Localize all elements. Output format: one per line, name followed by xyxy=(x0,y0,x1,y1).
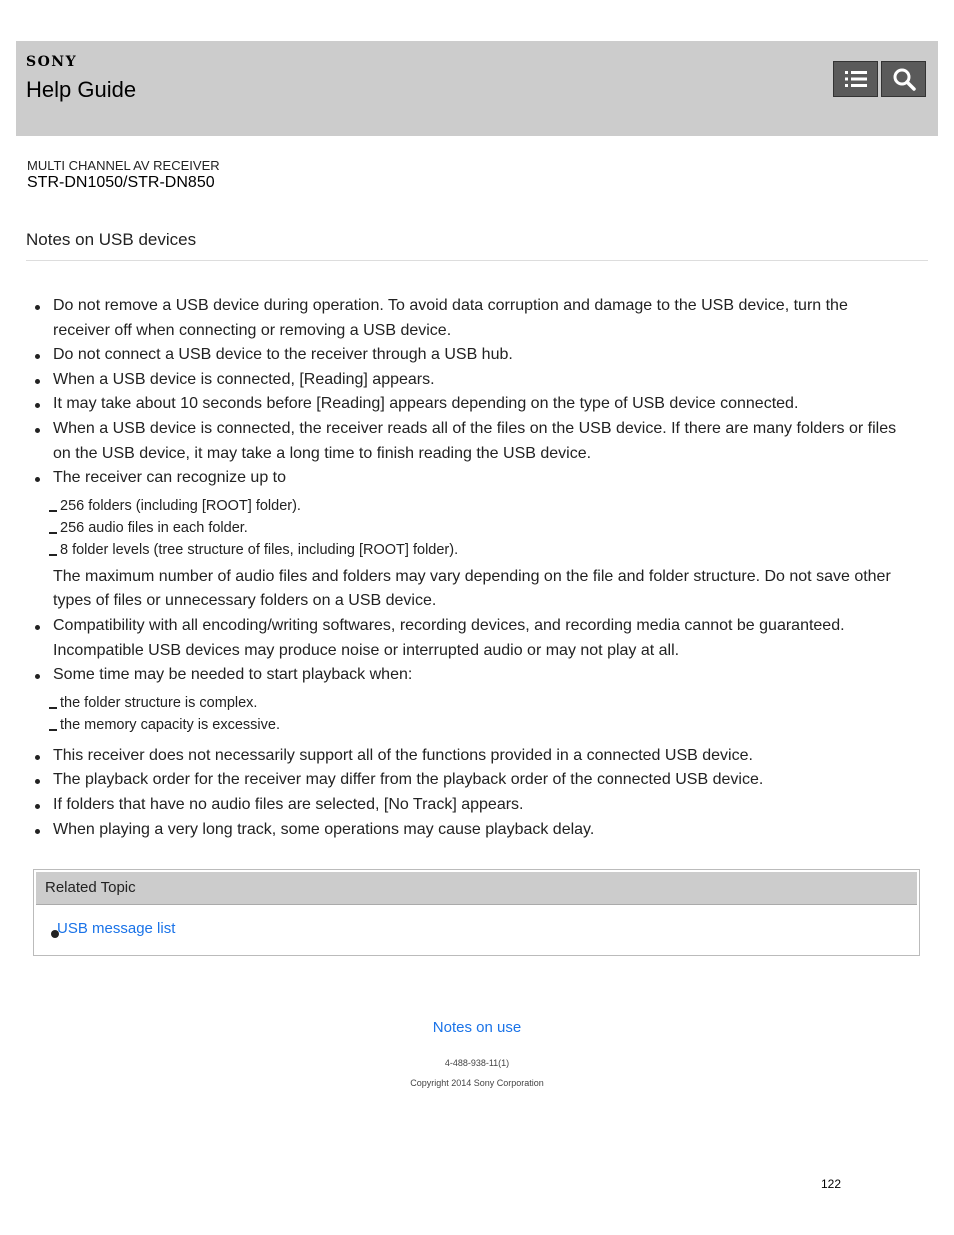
list-item: Do not remove a USB device during operation. To avoid data corruption and damage to the USB device, turn the receiver off when connecting or removing a USB device. xyxy=(26,294,906,343)
search-icon xyxy=(892,67,916,91)
recognize-sublist xyxy=(53,495,906,561)
document-number: 4-488-938-11(1) xyxy=(444,1058,510,1068)
notes-list xyxy=(26,294,906,842)
page-number: 122 xyxy=(821,1177,842,1191)
model-name: STR-DN1050/STR-DN850 xyxy=(27,174,215,191)
list-item: When a USB device is connected, [Reading] appears. xyxy=(26,368,906,393)
list-item: It may take about 10 seconds before [Reading] appears depending on the type of USB device connected. xyxy=(26,392,906,417)
list-item: When a USB device is connected, the receiver reads all of the files on the USB device. If there are many folders or files on the USB device, it may take a long time to finish reading the USB device. xyxy=(26,417,906,466)
notes-content xyxy=(26,294,906,842)
list-item: Do not connect a USB device to the receiver through a USB hub. xyxy=(26,343,906,368)
list-item: If folders that have no audio files are selected, [No Track] appears. xyxy=(26,793,906,818)
list-item-text: The maximum number of audio files and folders may vary depending on the file and folder structure. Do not save other types of files or unnecessary folders on a USB device. xyxy=(53,567,891,610)
search-button[interactable] xyxy=(881,61,926,97)
sub-list-item: 256 audio files in each folder. xyxy=(43,517,906,539)
copyright: Copyright 2014 Sony Corporation xyxy=(410,1078,544,1088)
model-category: MULTI CHANNEL AV RECEIVER xyxy=(27,158,220,173)
list-item: Compatibility with all encoding/writing softwares, recording devices, and recording media cannot be guaranteed. Incompatible USB devices may produce noise or interrupted audio or may not play at all. xyxy=(26,614,906,663)
brand-logo: SONY xyxy=(26,54,78,70)
guide-title: Help Guide xyxy=(26,77,137,102)
header-bar xyxy=(16,41,938,136)
list-item: This receiver does not necessarily support all of the functions provided in a connected USB device. xyxy=(26,744,906,769)
toc-button[interactable] xyxy=(833,61,878,97)
related-link-usb-message-list[interactable]: USB message list xyxy=(57,920,176,937)
sub-list-item: 256 folders (including [ROOT] folder). xyxy=(43,495,906,517)
list-item xyxy=(26,663,906,736)
footer-link-notes-on-use[interactable]: Notes on use xyxy=(432,1019,522,1036)
sub-list-item: the folder structure is complex. xyxy=(43,692,906,714)
list-item-text: Some time may be needed to start playback when: xyxy=(53,666,413,684)
list-item: The playback order for the receiver may differ from the playback order of the connected USB device. xyxy=(26,768,906,793)
playback-sublist xyxy=(53,692,906,736)
related-topic-heading: Related Topic xyxy=(36,872,917,905)
page-title: Notes on USB devices xyxy=(26,230,197,249)
sub-list-item: 8 folder levels (tree structure of files, including [ROOT] folder). xyxy=(43,539,906,561)
related-topic-box xyxy=(33,869,920,956)
sub-list-item: the memory capacity is excessive. xyxy=(43,714,906,736)
list-item xyxy=(26,466,906,614)
title-divider xyxy=(26,260,928,261)
list-item: When playing a very long track, some operations may cause playback delay. xyxy=(26,818,906,843)
list-item-text: The receiver can recognize up to xyxy=(53,469,287,487)
list-icon xyxy=(843,68,869,90)
